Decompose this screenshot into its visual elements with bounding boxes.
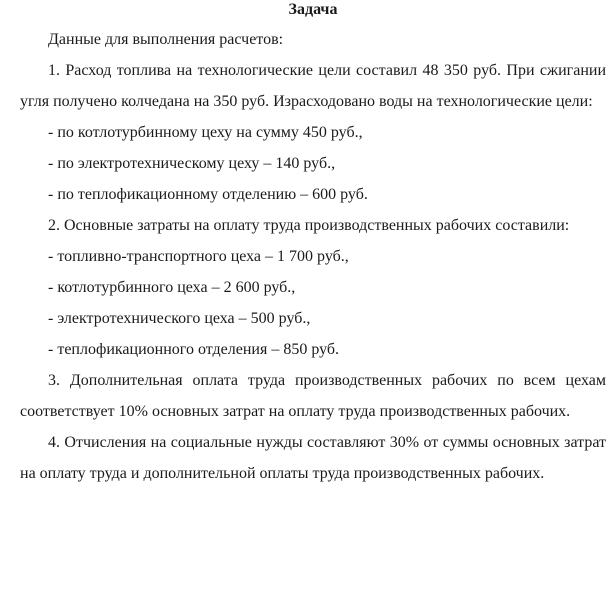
paragraph-1: 1. Расход топлива на технологические цели составил 48 350 руб. При сжигании угля получено колчедана на 350 руб. Израсходовано воды на технологические цели:	[20, 62, 606, 110]
list-item: - по котлотурбинному цеху на сумму 450 руб.,	[48, 124, 363, 141]
intro-paragraph: Данные для выполнения расчетов:	[48, 31, 284, 48]
document-title: Задача	[288, 1, 338, 18]
list-item: - теплофикационного отделения – 850 руб.	[48, 341, 340, 358]
paragraph-2: 2. Основные затраты на оплату труда производственных рабочих составили:	[48, 217, 570, 234]
paragraph-3: 3. Дополнительная оплата труда производственных рабочих по всем цехам соответствует 10% основных затрат на оплату труда производственных рабочих.	[20, 372, 606, 420]
list-item: - по теплофикационному отделению – 600 руб.	[48, 186, 368, 203]
list-item: - котлотурбинного цеха – 2 600 руб.,	[48, 279, 296, 296]
list-item: - по электротехническому цеху – 140 руб.,	[48, 155, 336, 172]
paragraph-4: 4. Отчисления на социальные нужды составляют 30% от суммы основных затрат на оплату труда и дополнительной оплаты труда производственных рабочих.	[20, 434, 606, 482]
list-item: - электротехнического цеха – 500 руб.,	[48, 310, 311, 327]
list-item: - топливно-транспортного цеха – 1 700 руб.,	[48, 248, 349, 265]
document-page	[20, 0, 606, 489]
